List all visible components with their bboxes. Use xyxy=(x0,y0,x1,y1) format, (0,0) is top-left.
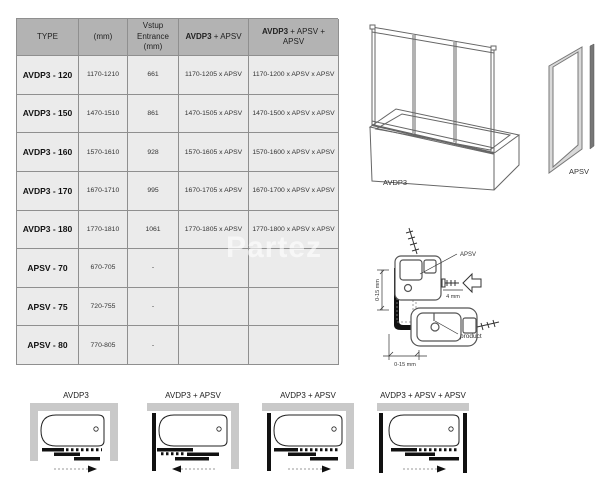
table-cell-entrance: - xyxy=(128,326,179,365)
table-cell-entrance: 861 xyxy=(128,95,179,134)
config-diagram-avdp3-apsv-apsv xyxy=(377,403,469,481)
header-bold-part: AVDP3 xyxy=(261,26,289,36)
apsv-panel-bar xyxy=(267,413,271,471)
table-cell-entrance: 661 xyxy=(128,56,179,95)
table-cell-combo2 xyxy=(249,249,339,288)
diagram-label-avdp3-apsv-left: AVDP3 + APSV xyxy=(165,391,221,400)
wall-shape xyxy=(377,403,469,411)
dim-screw-label: 4 mm xyxy=(446,294,460,300)
mounting-detail-drawing xyxy=(375,226,535,371)
table-cell-type: APSV - 80 xyxy=(17,326,79,365)
slide-arrow-right-icon xyxy=(437,466,446,473)
bathtub-rim-outline xyxy=(370,109,519,154)
detail-product-label: product xyxy=(460,333,482,340)
table-cell-mm: 1770-1810 xyxy=(79,211,128,250)
header-rest-part: + APSV xyxy=(211,31,242,41)
header-bold-part: AVDP3 xyxy=(185,31,212,41)
col-header-type: TYPE xyxy=(17,19,79,56)
table-cell-combo1: 1470-1505 x APSV xyxy=(179,95,249,134)
table-cell-combo2 xyxy=(249,288,339,327)
direction-arrow-icon xyxy=(463,274,481,292)
table-cell-mm: 1470-1510 xyxy=(79,95,128,134)
col-header-mm: (mm) xyxy=(79,19,128,56)
table-cell-combo2 xyxy=(249,326,339,365)
screw-side-icon xyxy=(442,279,459,287)
watermark: Partez xyxy=(226,231,323,264)
col-header-avdp3-apsv xyxy=(179,19,249,56)
table-cell-entrance: 1061 xyxy=(128,211,179,250)
table-cell-mm: 1670-1710 xyxy=(79,172,128,211)
table-cell-type: AVDP3 - 120 xyxy=(17,56,79,95)
table-cell-combo1 xyxy=(179,326,249,365)
table-cell-type: AVDP3 - 170 xyxy=(17,172,79,211)
table-cell-type: APSV - 70 xyxy=(17,249,79,288)
table-cell-type: AVDP3 - 160 xyxy=(17,133,79,172)
table-cell-entrance: 928 xyxy=(128,133,179,172)
apsv-drawing-label: APSV xyxy=(569,167,590,176)
slide-arrow-right-icon xyxy=(88,466,97,473)
config-diagram-avdp3-apsv-right xyxy=(262,403,354,481)
spec-table xyxy=(16,18,338,365)
avdp3-3d-drawing xyxy=(363,13,523,198)
diagram-label-avdp3: AVDP3 xyxy=(63,391,89,400)
bathtub-topview xyxy=(274,415,342,446)
table-cell-combo2: 1470-1500 x APSV x APSV xyxy=(249,95,339,134)
table-cell-combo1 xyxy=(179,249,249,288)
table-cell-combo2: 1170-1200 x APSV x APSV xyxy=(249,56,339,95)
product-profile-section xyxy=(411,308,477,346)
table-cell-mm: 720-755 xyxy=(79,288,128,327)
table-cell-combo2: 1770-1800 x APSV x APSV xyxy=(249,211,339,250)
table-cell-combo1: 1570-1605 x APSV xyxy=(179,133,249,172)
table-cell-combo2: 1670-1700 x APSV x APSV xyxy=(249,172,339,211)
avdp3-drawing-label: AVDP3 xyxy=(383,178,408,187)
table-cell-combo1: 1670-1705 x APSV xyxy=(179,172,249,211)
table-cell-mm: 670-705 xyxy=(79,249,128,288)
table-cell-combo1: 1770-1805 x APSV xyxy=(179,211,249,250)
table-cell-type: AVDP3 - 150 xyxy=(17,95,79,134)
apsv-panel-bar xyxy=(152,413,156,471)
config-diagram-avdp3-apsv-left xyxy=(147,403,239,481)
slide-arrow-left-icon xyxy=(172,466,181,473)
table-cell-combo1 xyxy=(179,288,249,327)
slide-arrow-right-icon xyxy=(322,466,331,473)
apsv-wall-profile xyxy=(590,44,594,149)
table-cell-combo1: 1170-1205 x APSV xyxy=(179,56,249,95)
table-cell-combo2: 1570-1600 x APSV x APSV xyxy=(249,133,339,172)
screw-top-icon xyxy=(406,228,419,254)
table-cell-mm: 1570-1610 xyxy=(79,133,128,172)
bathtub-topview xyxy=(159,415,227,446)
table-cell-type: APSV - 75 xyxy=(17,288,79,327)
table-cell-mm: 770-805 xyxy=(79,326,128,365)
bathtub-topview xyxy=(389,415,459,446)
table-cell-entrance: - xyxy=(128,249,179,288)
apsv-panel-drawing xyxy=(533,16,603,181)
config-diagram-avdp3 xyxy=(30,403,122,481)
dim-vertical-label: 0-15 mm xyxy=(375,279,381,301)
col-header-entrance: Vstup Entrance (mm) xyxy=(128,19,179,56)
dim-horizontal-label: 0-15 mm xyxy=(394,362,416,368)
table-cell-entrance: 995 xyxy=(128,172,179,211)
table-cell-entrance: - xyxy=(128,288,179,327)
diagram-label-avdp3-apsv-right: AVDP3 + APSV xyxy=(280,391,336,400)
screw-product-icon xyxy=(477,320,499,330)
header-rest-part: + APSV + APSV xyxy=(282,26,325,46)
apsv-panel-bar-right xyxy=(463,413,467,473)
apsv-profile-section xyxy=(395,256,441,300)
diagram-label-avdp3-apsv-apsv: AVDP3 + APSV + APSV xyxy=(380,391,466,400)
table-cell-type: AVDP3 - 180 xyxy=(17,211,79,250)
apsv-panel-bar-left xyxy=(379,413,383,473)
detail-apsv-label: APSV xyxy=(460,252,477,258)
table-cell-mm: 1170-1210 xyxy=(79,56,128,95)
col-header-avdp3-apsv-apsv xyxy=(249,19,339,56)
